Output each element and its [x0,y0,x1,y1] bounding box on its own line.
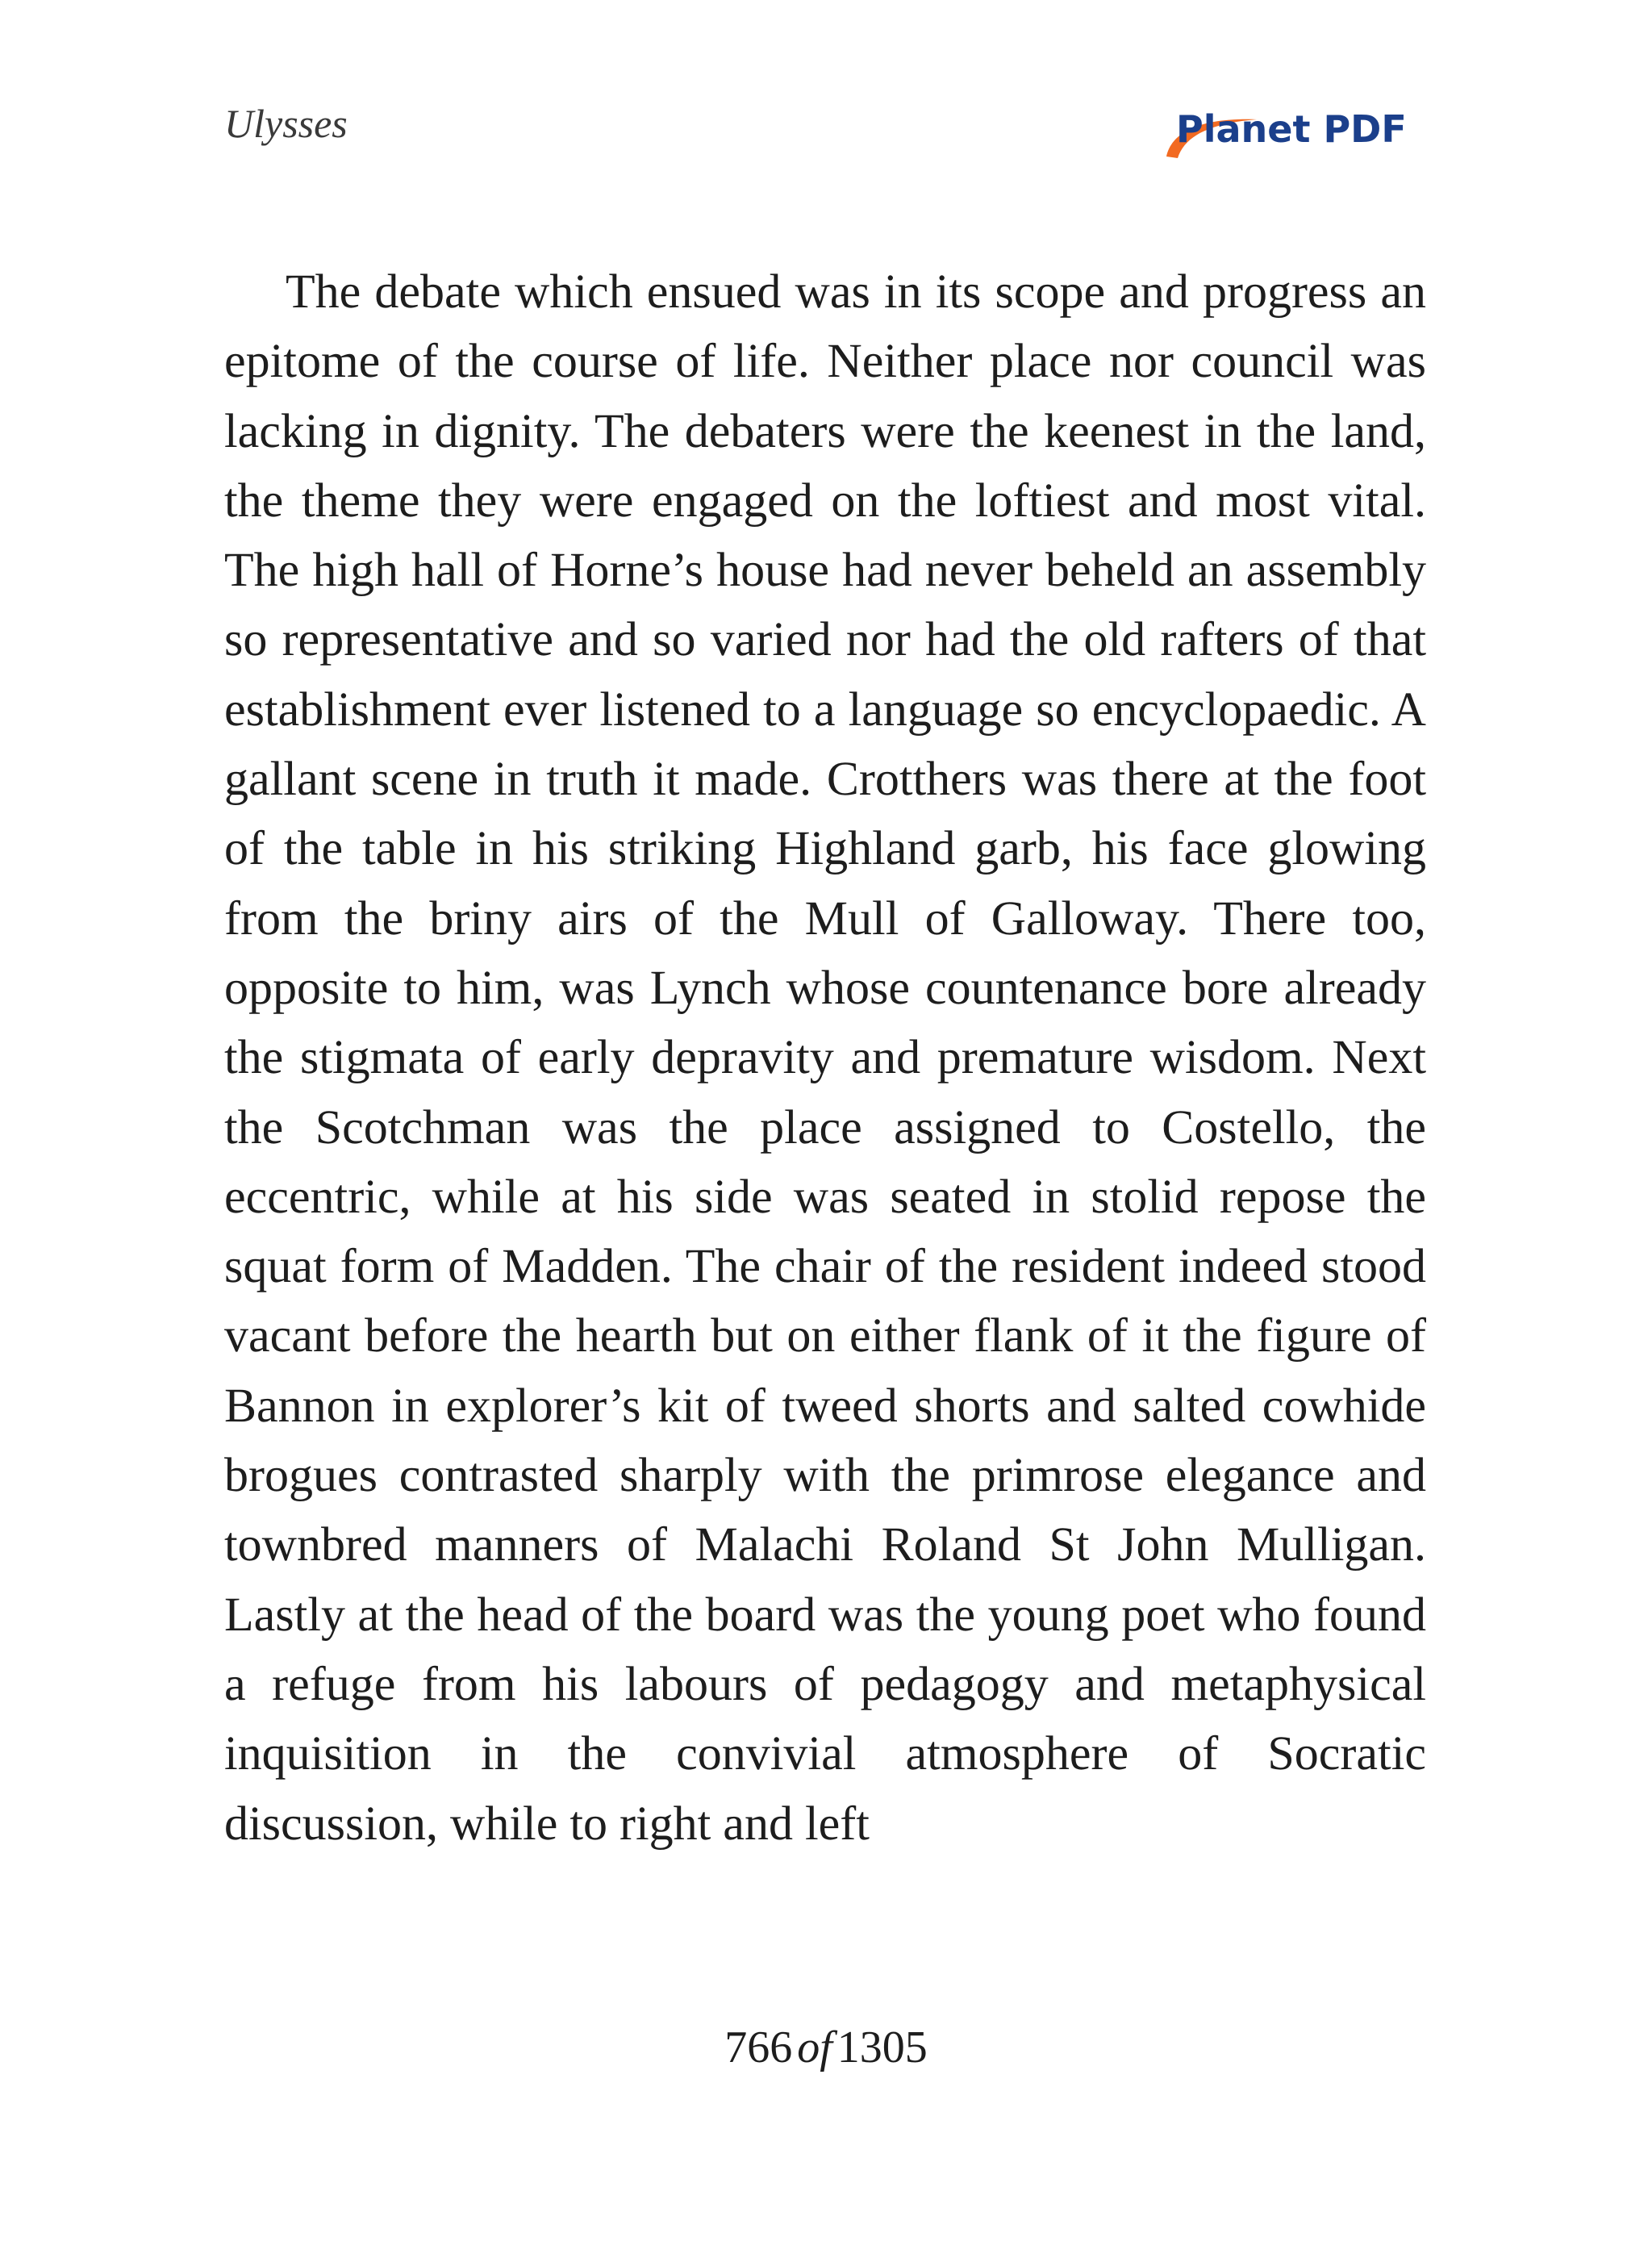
logo-text: Planet PDF [1176,107,1407,151]
total-page-count: 1305 [836,2022,928,2072]
current-page-number: 766 [724,2022,793,2072]
running-title: Ulysses [224,101,348,146]
planet-pdf-logo [1162,95,1420,168]
body-paragraph: The debate which ensued was in its scope and progress an epitome of the course of life. Neither place nor council was lacking in dignity. The debaters were the keenest in the land, the theme they were engaged on the loftiest and most vital. The high hall of Horne’s house had never beheld an assembly so representative and so varied nor had the old rafters of that establishment ever listened to a language so encyclopaedic. A gallant scene in truth it made. Crotthers was there at the foot of the table in his striking Highland garb, his face glowing from the briny airs of the Mull of Galloway. There too, opposite to him, was Lynch whose countenance bore already the stigmata of early depravity and premature wisdom. Next the Scotchman was the place assigned to Costello, the eccentric, while at his side was seated in stolid repose the squat form of Madden. The chair of the resident indeed stood vacant before the hearth but on either flank of it the figure of Bannon in explorer’s kit of tweed shorts and salted cowhide brogues contrasted sharply with the primrose elegance and townbred manners of Malachi Roland St John Mulligan. Lastly at the head of the board was the young poet who found a refuge from his labours of pedagogy and metaphysical inquisition in the convivial atmosphere of Socratic discussion, while to right and left [224,265,1426,1850]
page-number [0,2022,1652,2072]
page-of-word: of [797,2022,832,2072]
